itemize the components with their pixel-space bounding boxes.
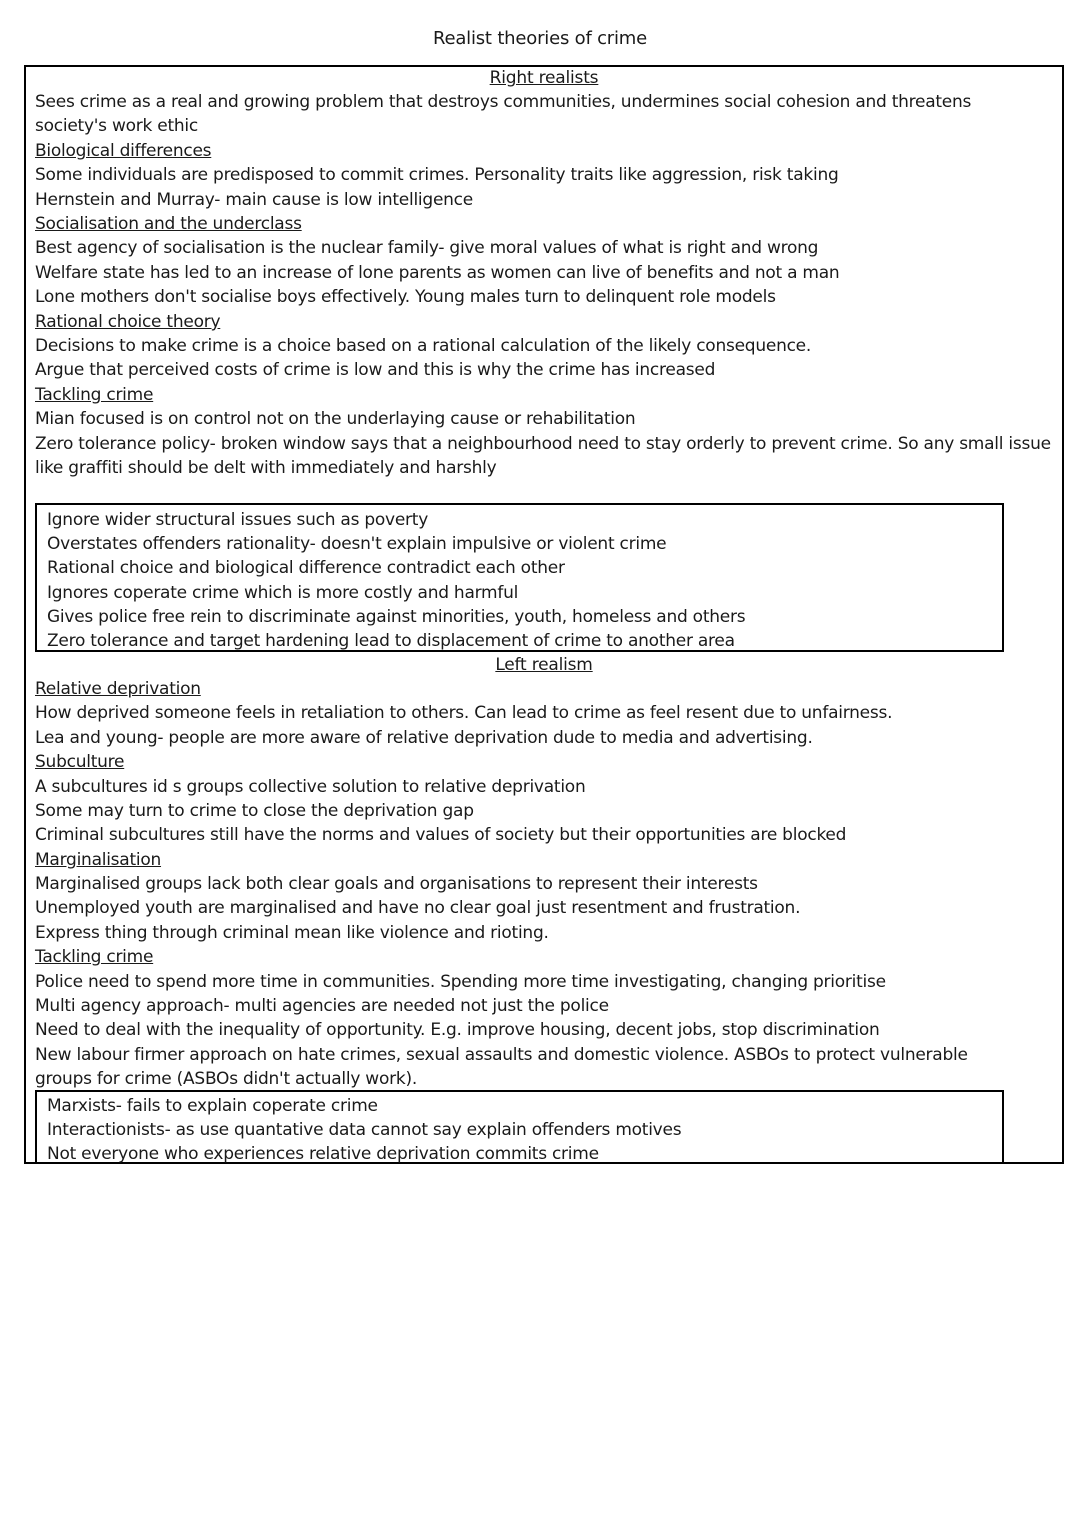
left-eval-point-3: Not everyone who experiences relative deprivation commits crime <box>47 1144 599 1164</box>
left-eval-point-1: Marxists- fails to explain coperate crime <box>47 1096 378 1116</box>
left-realism-title: Left realism <box>495 655 593 675</box>
rational-choice-line-2: Argue that perceived costs of crime is low and this is why the crime has increased <box>35 360 716 380</box>
left-eval-point-2: Interactionists- as use quantative data cannot say explain offenders motives <box>47 1120 682 1140</box>
right-realists-intro: Sees crime as a real and growing problem that destroys communities, undermines social cohesion and threatens society's work ethic <box>35 92 972 136</box>
left-tackling-line-2: Multi agency approach- multi agencies are needed not just the police <box>35 996 609 1016</box>
relative-deprivation-heading: Relative deprivation <box>35 679 201 699</box>
right-eval-point-5: Gives police free rein to discriminate against minorities, youth, homeless and others <box>47 607 746 627</box>
subculture-line-3: Criminal subcultures still have the norms and values of society but their opportunities are blocked <box>35 825 847 845</box>
subculture-line-2: Some may turn to crime to close the deprivation gap <box>35 801 474 821</box>
relative-deprivation-line-1: How deprived someone feels in retaliation to others. Can lead to crime as feel resent due to unfairness. <box>35 703 893 723</box>
relative-deprivation-line-2: Lea and young- people are more aware of relative deprivation dude to media and advertising. <box>35 728 813 748</box>
left-tackling-line-1: Police need to spend more time in communities. Spending more time investigating, changing prioritise <box>35 972 886 992</box>
right-tackling-line-1: Mian focused is on control not on the underlaying cause or rehabilitation <box>35 409 636 429</box>
marginalisation-line-3: Express thing through criminal mean like violence and rioting. <box>35 923 549 943</box>
right-realists-evaluation-box <box>35 503 1004 652</box>
marginalisation-line-1: Marginalised groups lack both clear goals and organisations to represent their interests <box>35 874 758 894</box>
biological-differences-heading: Biological differences <box>35 141 212 161</box>
biological-line-1: Some individuals are predisposed to commit crimes. Personality traits like aggression, risk taking <box>35 165 839 185</box>
right-eval-point-1: Ignore wider structural issues such as poverty <box>47 510 429 530</box>
marginalisation-line-2: Unemployed youth are marginalised and have no clear goal just resentment and frustration. <box>35 898 801 918</box>
page-title: Realist theories of crime <box>432 28 648 49</box>
left-tackling-line-4: New labour firmer approach on hate crimes, sexual assaults and domestic violence. ASBOs to protect vulnerable <box>35 1045 968 1065</box>
right-eval-point-4: Ignores coperate crime which is more costly and harmful <box>47 583 519 603</box>
left-realism-evaluation-box <box>35 1090 1004 1164</box>
biological-line-2: Hernstein and Murray- main cause is low intelligence <box>35 190 473 210</box>
right-tackling-crime-heading: Tackling crime <box>35 385 154 405</box>
right-eval-point-6: Zero tolerance and target hardening lead to displacement of crime to another area <box>47 631 735 651</box>
socialisation-line-1: Best agency of socialisation is the nuclear family- give moral values of what is right and wrong <box>35 238 819 258</box>
left-tackling-line-5: groups for crime (ASBOs didn't actually work). <box>35 1069 417 1089</box>
left-tackling-line-3: Need to deal with the inequality of opportunity. E.g. improve housing, decent jobs, stop discrimination <box>35 1020 880 1040</box>
socialisation-line-2: Welfare state has led to an increase of lone parents as women can live of benefits and not a man <box>35 263 840 283</box>
marginalisation-heading: Marginalisation <box>35 850 162 870</box>
right-eval-point-2: Overstates offenders rationality- doesn't explain impulsive or violent crime <box>47 534 667 554</box>
socialisation-line-3: Lone mothers don't socialise boys effectively. Young males turn to delinquent role models <box>35 287 776 307</box>
socialisation-heading: Socialisation and the underclass <box>35 214 302 234</box>
left-tackling-crime-heading: Tackling crime <box>35 947 154 967</box>
rational-choice-line-1: Decisions to make crime is a choice based on a rational calculation of the likely consequence. <box>35 336 812 356</box>
subculture-heading: Subculture <box>35 752 125 772</box>
right-eval-point-3: Rational choice and biological difference contradict each other <box>47 558 565 578</box>
right-tackling-line-2: Zero tolerance policy- broken window says that a neighbourhood need to stay orderly to prevent crime. So any small issue like graffiti should be delt with immediately and harshly <box>35 434 1051 478</box>
rational-choice-heading: Rational choice theory <box>35 312 221 332</box>
right-realists-title: Right realists <box>489 68 599 88</box>
subculture-line-1: A subcultures id s groups collective solution to relative deprivation <box>35 777 586 797</box>
